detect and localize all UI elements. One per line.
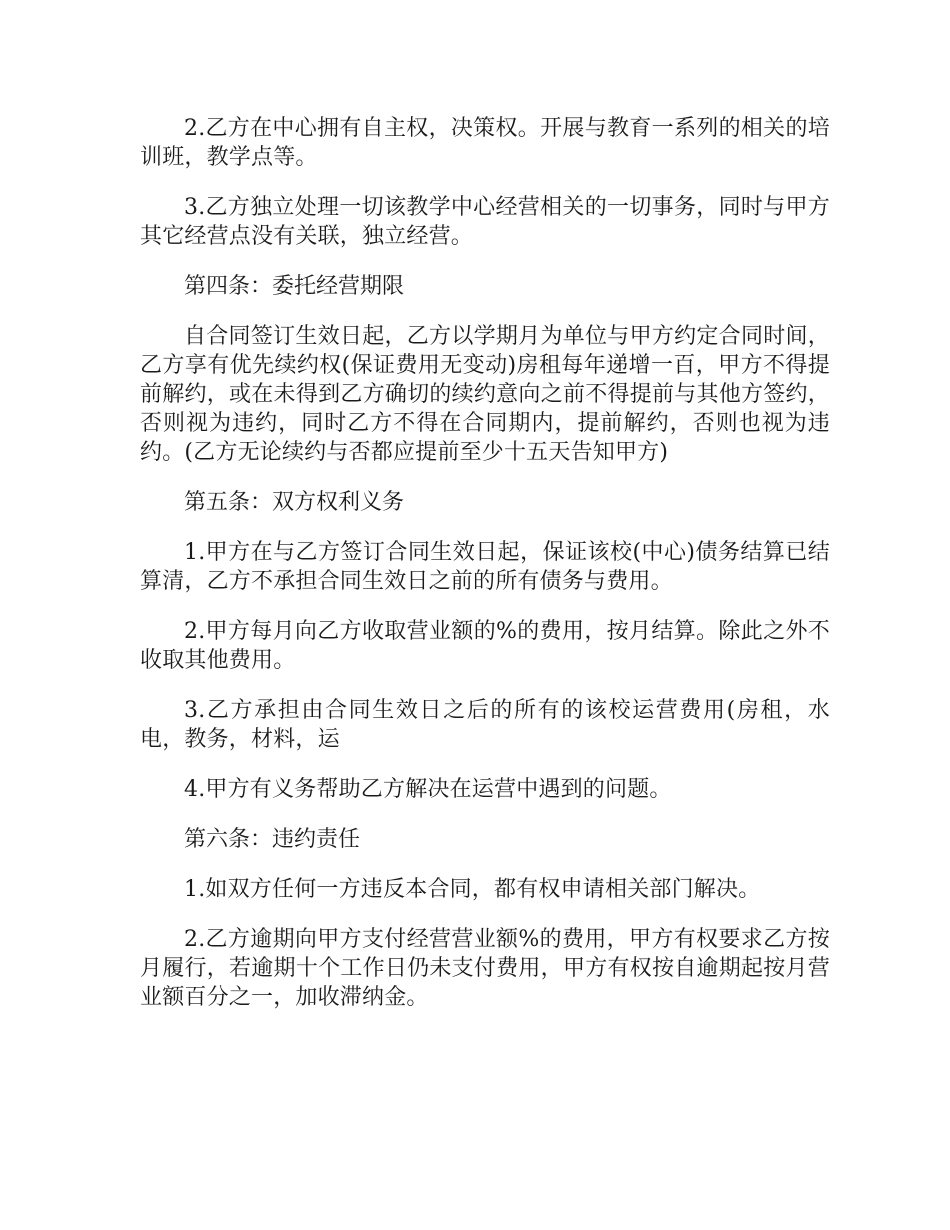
- clause-paragraph: 3.乙方独立处理一切该教学中心经营相关的一切事务，同时与甲方其它经营点没有关联，独立经营。: [140, 195, 830, 249]
- document-page: [140, 114, 830, 1033]
- clause-paragraph: 2.乙方在中心拥有自主权，决策权。开展与教育一系列的相关的培训班，教学点等。: [140, 116, 830, 170]
- article-heading: 第五条：双方权利义务: [184, 490, 405, 515]
- clause-paragraph: 2.甲方每月向乙方收取营业额的%的费用，按月结算。除此之外不收取其他费用。: [140, 619, 830, 673]
- article-heading: 第四条：委托经营期限: [184, 274, 405, 299]
- clause-paragraph: 1.如双方任何一方违反本合同，都有权申请相关部门解决。: [184, 877, 761, 902]
- clause-paragraph: 自合同签订生效日起，乙方以学期月为单位与甲方约定合同时间，乙方享有优先续约权(保证费用无变动)房租每年递增一百，甲方不得提前解约，或在未得到乙方确切的续约意向之前不得提前与其他方签约，否则视为违约，同时乙方不得在合同期内，提前解约，否则也视为违约。(乙方无论续约与否都应提前至少十五天告知甲方): [140, 324, 830, 465]
- clause-paragraph: 2.乙方逾期向甲方支付经营营业额%的费用，甲方有权要求乙方按月履行，若逾期十个工作日仍未支付费用，甲方有权按自逾期起按月营业额百分之一，加收滞纳金。: [140, 927, 830, 1010]
- clause-paragraph: 1.甲方在与乙方签订合同生效日起，保证该校(中心)债务结算已结算清，乙方不承担合同生效日之前的所有债务与费用。: [140, 540, 830, 594]
- clause-paragraph: 3.乙方承担由合同生效日之后的所有的该校运营费用(房租，水电，教务，材料，运: [140, 698, 830, 752]
- clause-paragraph: 4.甲方有义务帮助乙方解决在运营中遇到的问题。: [184, 777, 672, 802]
- article-heading: 第六条：违约责任: [184, 827, 361, 852]
